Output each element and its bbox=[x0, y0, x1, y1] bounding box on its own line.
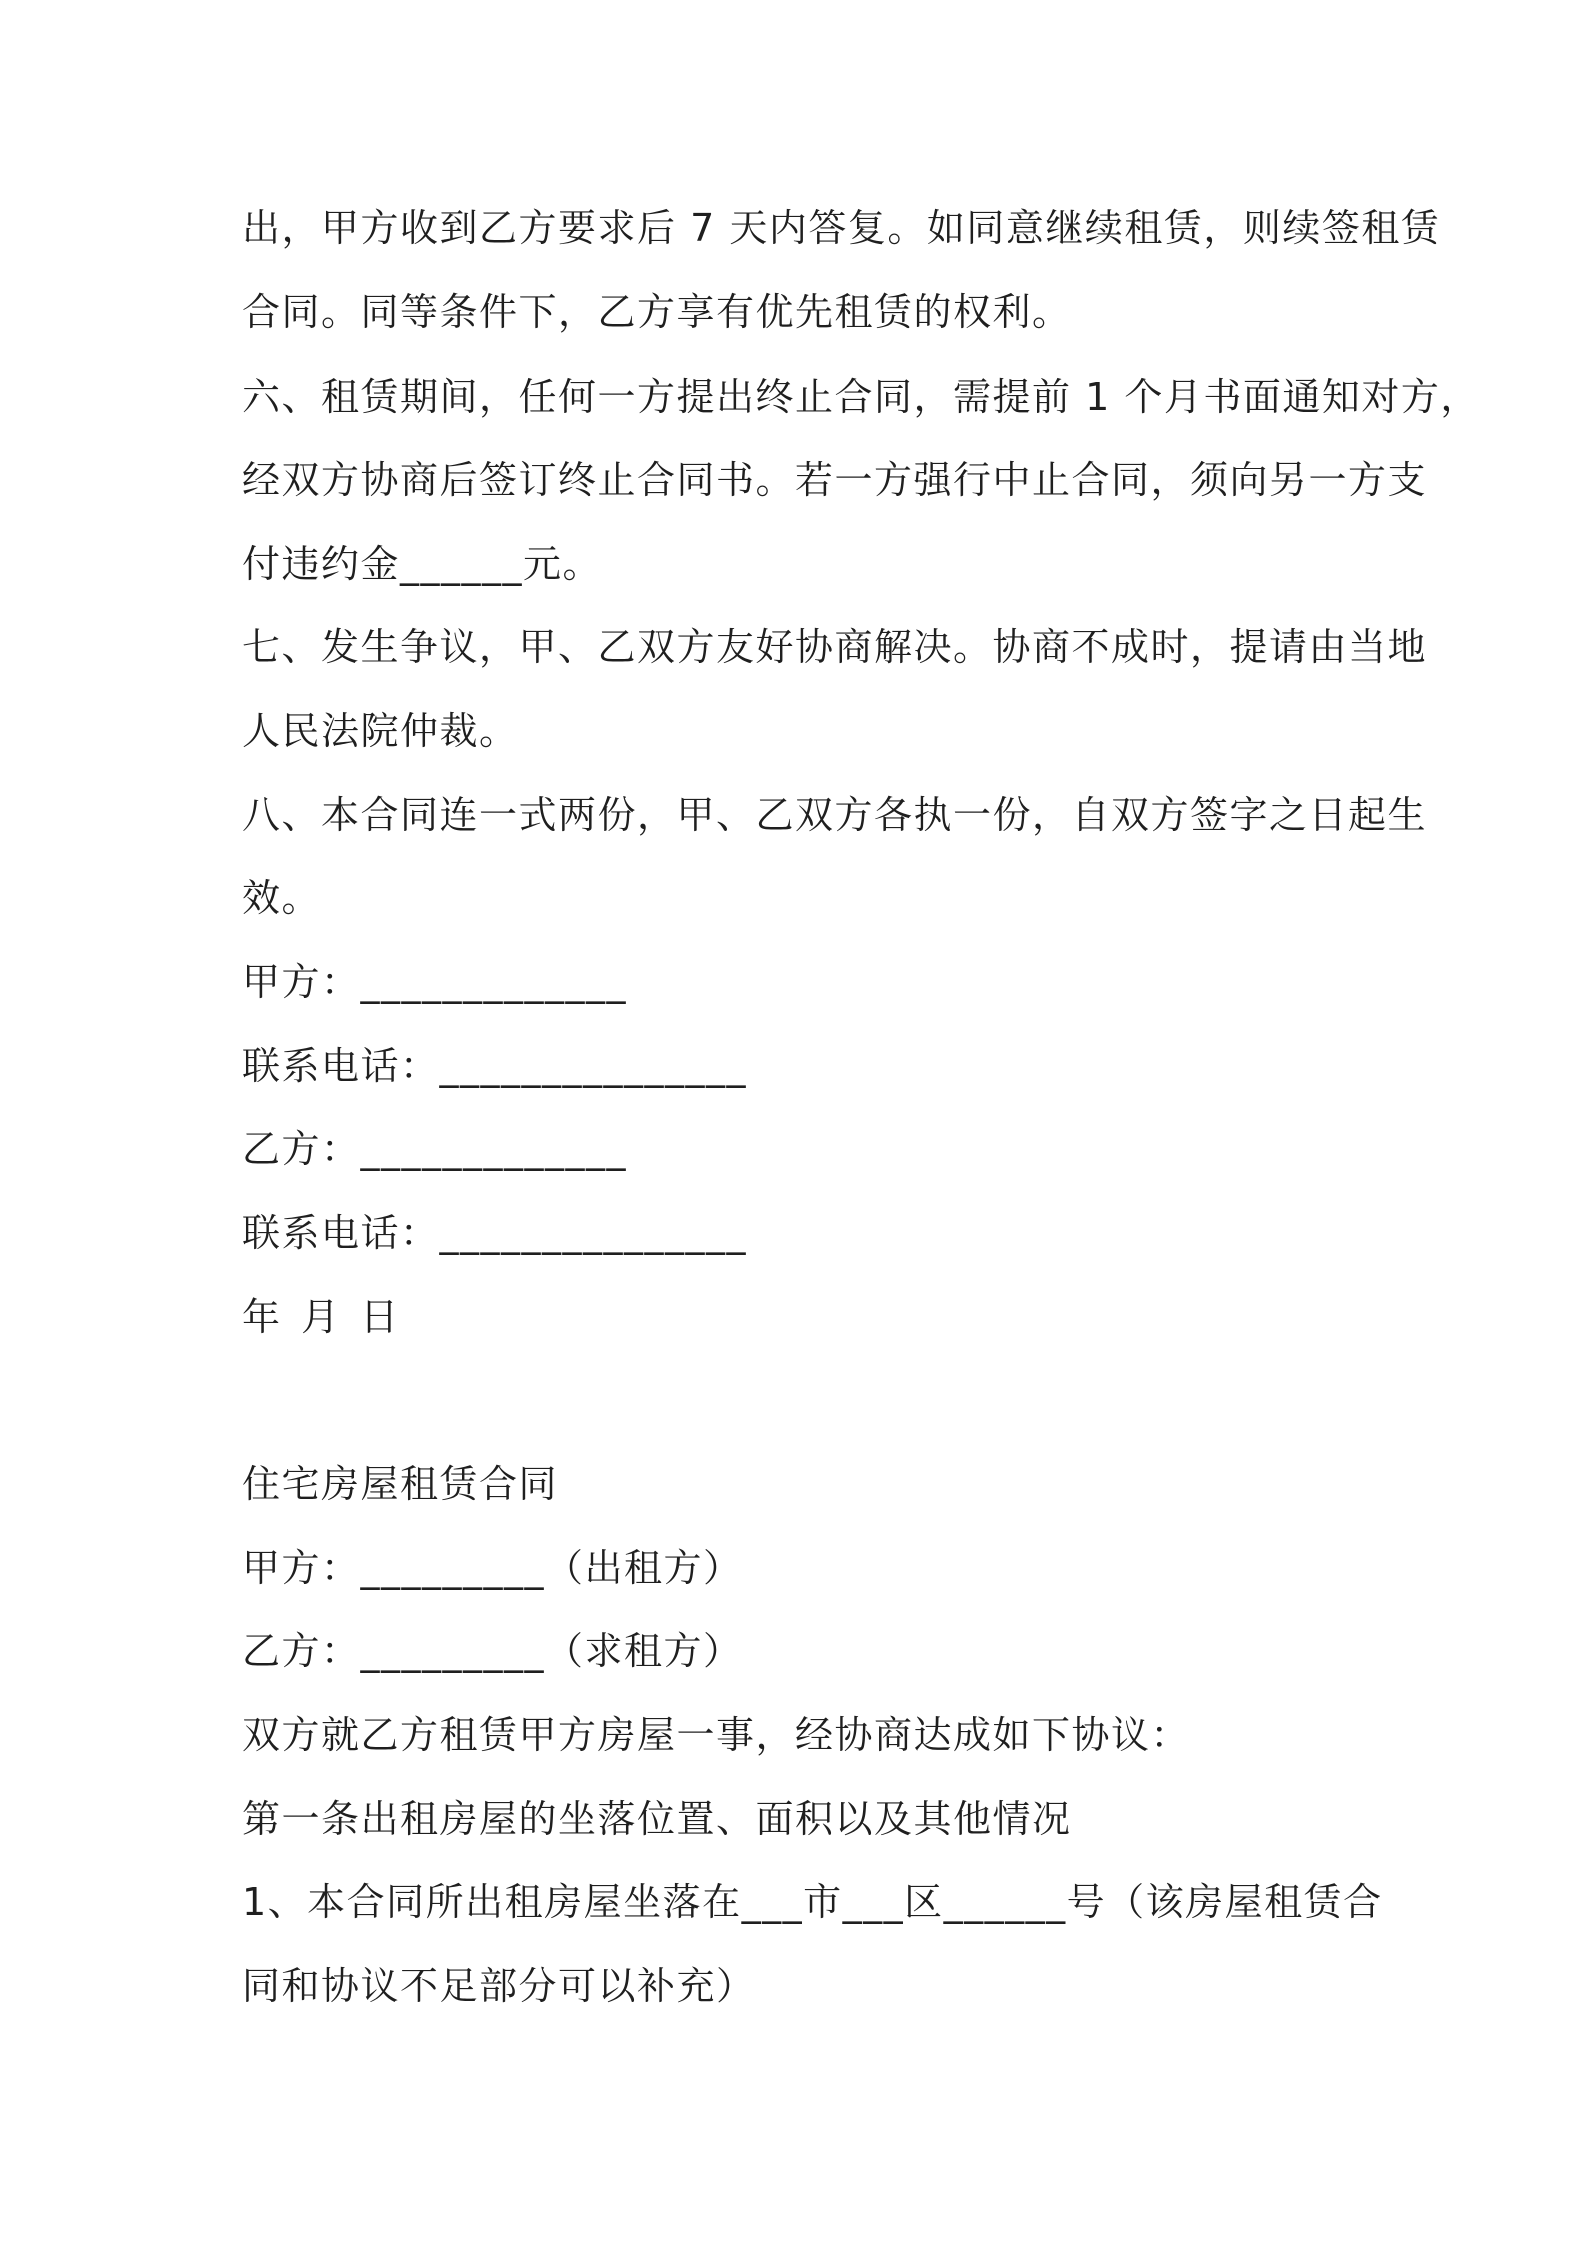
text-line: 效。 bbox=[242, 876, 322, 920]
article-heading: 第一条出租房屋的坐落位置、面积以及其他情况 bbox=[242, 1797, 1072, 1841]
text-line: 1、本合同所出租房屋坐落在___市___区______号（该房屋租赁合 bbox=[242, 1880, 1383, 1924]
party-b-phone-line: 联系电话：_______________ bbox=[242, 1211, 748, 1255]
lessor-line: 甲方：_________（出租方） bbox=[242, 1546, 743, 1590]
party-a-signature-line: 甲方：_____________ bbox=[242, 960, 628, 1004]
text-line: 合同。同等条件下，乙方享有优先租赁的权利。 bbox=[242, 290, 1072, 334]
text-line: 八、本合同连一式两份，甲、乙双方各执一份，自双方签字之日起生 bbox=[242, 793, 1428, 837]
text-line: 出，甲方收到乙方要求后 7 天内答复。如同意继续租赁，则续签租赁 bbox=[242, 206, 1441, 250]
text-line: 六、租赁期间，任何一方提出终止合同，需提前 1 个月书面通知对方， bbox=[242, 375, 1480, 419]
party-b-signature-line: 乙方：_____________ bbox=[242, 1127, 628, 1171]
date-line: 年 月 日 bbox=[242, 1295, 400, 1339]
text-line: 同和协议不足部分可以补充） bbox=[242, 1964, 756, 2008]
text-line: 人民法院仲裁。 bbox=[242, 709, 519, 753]
text-line: 双方就乙方租赁甲方房屋一事，经协商达成如下协议： bbox=[242, 1713, 1191, 1757]
contract-title: 住宅房屋租赁合同 bbox=[242, 1462, 559, 1506]
party-a-phone-line: 联系电话：_______________ bbox=[242, 1044, 748, 1088]
text-line: 七、发生争议，甲、乙双方友好协商解决。协商不成时，提请由当地 bbox=[242, 625, 1428, 669]
lessee-line: 乙方：_________（求租方） bbox=[242, 1629, 743, 1673]
text-line: 经双方协商后签订终止合同书。若一方强行中止合同，须向另一方支 bbox=[242, 458, 1428, 502]
text-line: 付违约金______元。 bbox=[242, 542, 603, 586]
